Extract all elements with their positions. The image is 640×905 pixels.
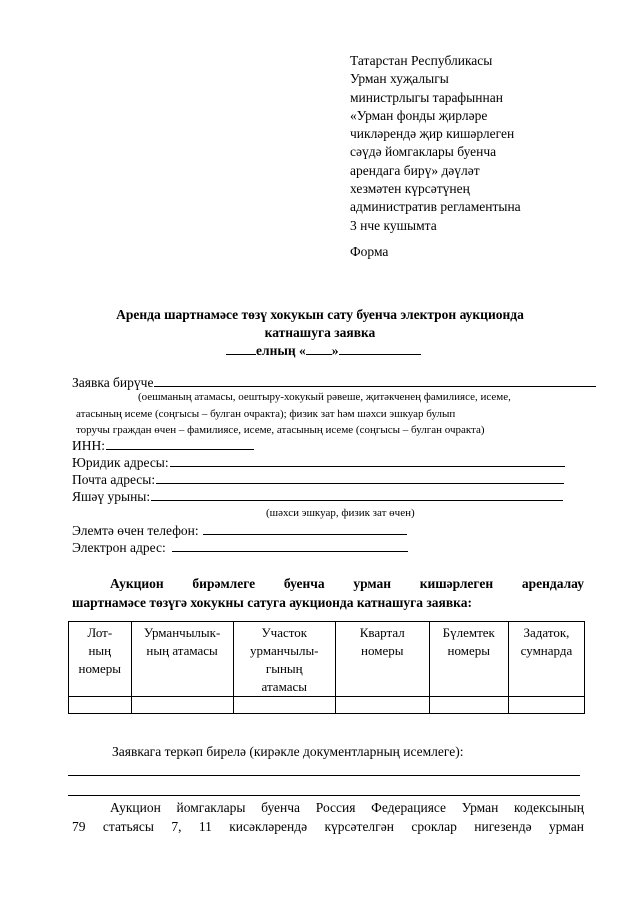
applicant-row: [72, 375, 596, 391]
table-cell[interactable]: [233, 697, 335, 714]
table-cell[interactable]: [131, 697, 233, 714]
email-label: Электрон адрес:: [72, 540, 166, 555]
table-header-row: [69, 622, 585, 697]
header-site-forestry-name: [233, 622, 335, 697]
year-blank[interactable]: [226, 343, 256, 355]
applicant-note-1: (оешманың атамасы, оештыру-хокукый рәвеше, җитәкченең фамилиясе, исеме,: [138, 391, 511, 403]
header-line: министрлыгы тарафыннан: [350, 89, 503, 105]
header-line: 3 нче кушымта: [350, 217, 437, 233]
table-cell[interactable]: [508, 697, 584, 714]
date-line: [226, 343, 421, 359]
inn-field[interactable]: [106, 438, 254, 450]
header-text: Участок: [261, 625, 308, 640]
header-section-number: [429, 622, 508, 697]
table-cell[interactable]: [69, 697, 132, 714]
section-word: урман: [353, 576, 391, 591]
body-word: сроклар: [411, 819, 457, 834]
date-year-text: елның «: [256, 343, 306, 358]
attachments-line-2[interactable]: [68, 795, 580, 796]
header-line: административ регламентына: [350, 199, 521, 215]
title-line-1: Аренда шартнамәсе төзү хокукын сату буенча электрон аукционда: [116, 307, 524, 322]
header-line: хезмәтен күрсәтүнең: [350, 181, 470, 197]
legal-address-label: Юридик адресы:: [72, 455, 169, 470]
postal-address-row: [72, 472, 564, 488]
header-line: арендага бирү» дәүләт: [350, 162, 480, 178]
body-word: Урман: [461, 800, 499, 815]
header-text: Бүлемтек: [442, 625, 495, 640]
phone-row: [72, 523, 407, 539]
body-word: кисәкләрендә: [229, 819, 308, 834]
table-cell[interactable]: [429, 697, 508, 714]
header-text: урманчылы-: [250, 643, 319, 658]
section-line-1: [72, 574, 584, 593]
applicant-field[interactable]: [154, 375, 596, 387]
header-line: «Урман фонды җирләре: [350, 107, 488, 123]
table-cell[interactable]: [335, 697, 429, 714]
header-text: номеры: [447, 643, 490, 658]
body-word: урман: [549, 819, 584, 834]
form-label: Форма: [350, 244, 389, 259]
inn-row: [72, 438, 254, 454]
attachments-line-1[interactable]: [68, 775, 580, 776]
header-text: номеры: [361, 643, 404, 658]
title-line-2: катнашуга заявка: [264, 325, 376, 340]
body-word: статьясы: [102, 819, 154, 834]
header-text: гының: [265, 661, 303, 676]
body-word: буенча: [261, 800, 301, 815]
section-word: арендалау: [521, 576, 584, 591]
residence-label: Яшәү урыны:: [72, 489, 151, 504]
email-row: [72, 540, 408, 556]
section-word: Аукцион: [110, 576, 164, 591]
header-line: Татарстан Республикасы: [350, 53, 493, 68]
header-text: ның атамасы: [146, 643, 218, 658]
header-quarter-number: [335, 622, 429, 697]
table-row: [69, 697, 585, 714]
document-title: [60, 306, 580, 342]
body-line-1: [72, 798, 584, 817]
body-word: кодексының: [514, 800, 584, 815]
header-text: ның: [88, 643, 112, 658]
body-word: 11: [198, 819, 212, 834]
header-text: Квартал: [359, 625, 405, 640]
section-word: бирәмлеге: [192, 576, 256, 591]
section-line-2: шартнамәсе төзүгә хокукны сатуга аукционда катнашуга заявка:: [72, 595, 472, 610]
phone-field[interactable]: [203, 523, 407, 535]
header-line: Урман хуҗалыгы: [350, 71, 449, 87]
applicant-note-2: атасының исеме (соңгысы – булган очракта); физик зат һәм шәхси эшкуар булып: [76, 408, 456, 420]
body-paragraph: [72, 798, 584, 836]
section-word: кишәрлеген: [419, 576, 494, 591]
header-forestry-name: [131, 622, 233, 697]
header-text: Задаток,: [523, 625, 570, 640]
body-word: Аукцион: [110, 800, 161, 815]
appendix-header: [350, 52, 521, 235]
header-text: сумнарда: [520, 643, 573, 658]
body-word: йомгаклары: [176, 800, 246, 815]
body-word: 7,: [171, 819, 182, 834]
residence-row: [72, 489, 563, 505]
header-line: сәүдә йомгаклары буенча: [350, 144, 497, 160]
body-word: Россия: [315, 800, 356, 815]
header-text: Урманчылык-: [143, 625, 221, 640]
date-close: »: [331, 343, 339, 358]
residence-field[interactable]: [151, 489, 563, 501]
attachments-label: Заявкага теркәп бирелә (кирәкле документларның исемлеге):: [112, 744, 464, 759]
legal-address-field[interactable]: [170, 455, 565, 467]
inn-label: ИНН:: [72, 438, 105, 453]
header-text: атамасы: [261, 679, 307, 694]
section-word: буенча: [283, 576, 325, 591]
header-deposit: [508, 622, 584, 697]
residence-note: (шәхси эшкуар, физик зат өчен): [266, 507, 415, 519]
day-blank[interactable]: [306, 343, 332, 355]
month-blank[interactable]: [339, 343, 421, 355]
header-text: Лот-: [87, 625, 113, 640]
applicant-note-3: торучы граждан өчен – фамилиясе, исеме, атасының исеме (соңгысы – булган очракта): [76, 424, 485, 436]
postal-address-label: Почта адресы:: [72, 472, 156, 487]
body-word: күрсәтелгән: [324, 819, 394, 834]
section-heading: [72, 574, 584, 612]
lots-table: [68, 621, 585, 714]
legal-address-row: [72, 455, 565, 471]
phone-label: Элемтә өчен телефон:: [72, 523, 199, 538]
body-word: нигезендә: [474, 819, 532, 834]
applicant-label: Заявка бирүче: [72, 375, 154, 390]
header-line: чикләрендә җир кишәрлеген: [350, 126, 515, 142]
body-word: Федерациясе: [371, 800, 447, 815]
email-field[interactable]: [172, 540, 408, 552]
postal-address-field[interactable]: [156, 472, 564, 484]
body-line-2: [72, 817, 584, 836]
header-text: номеры: [78, 661, 121, 676]
body-word: 79: [72, 819, 86, 834]
header-lot-number: [69, 622, 132, 697]
